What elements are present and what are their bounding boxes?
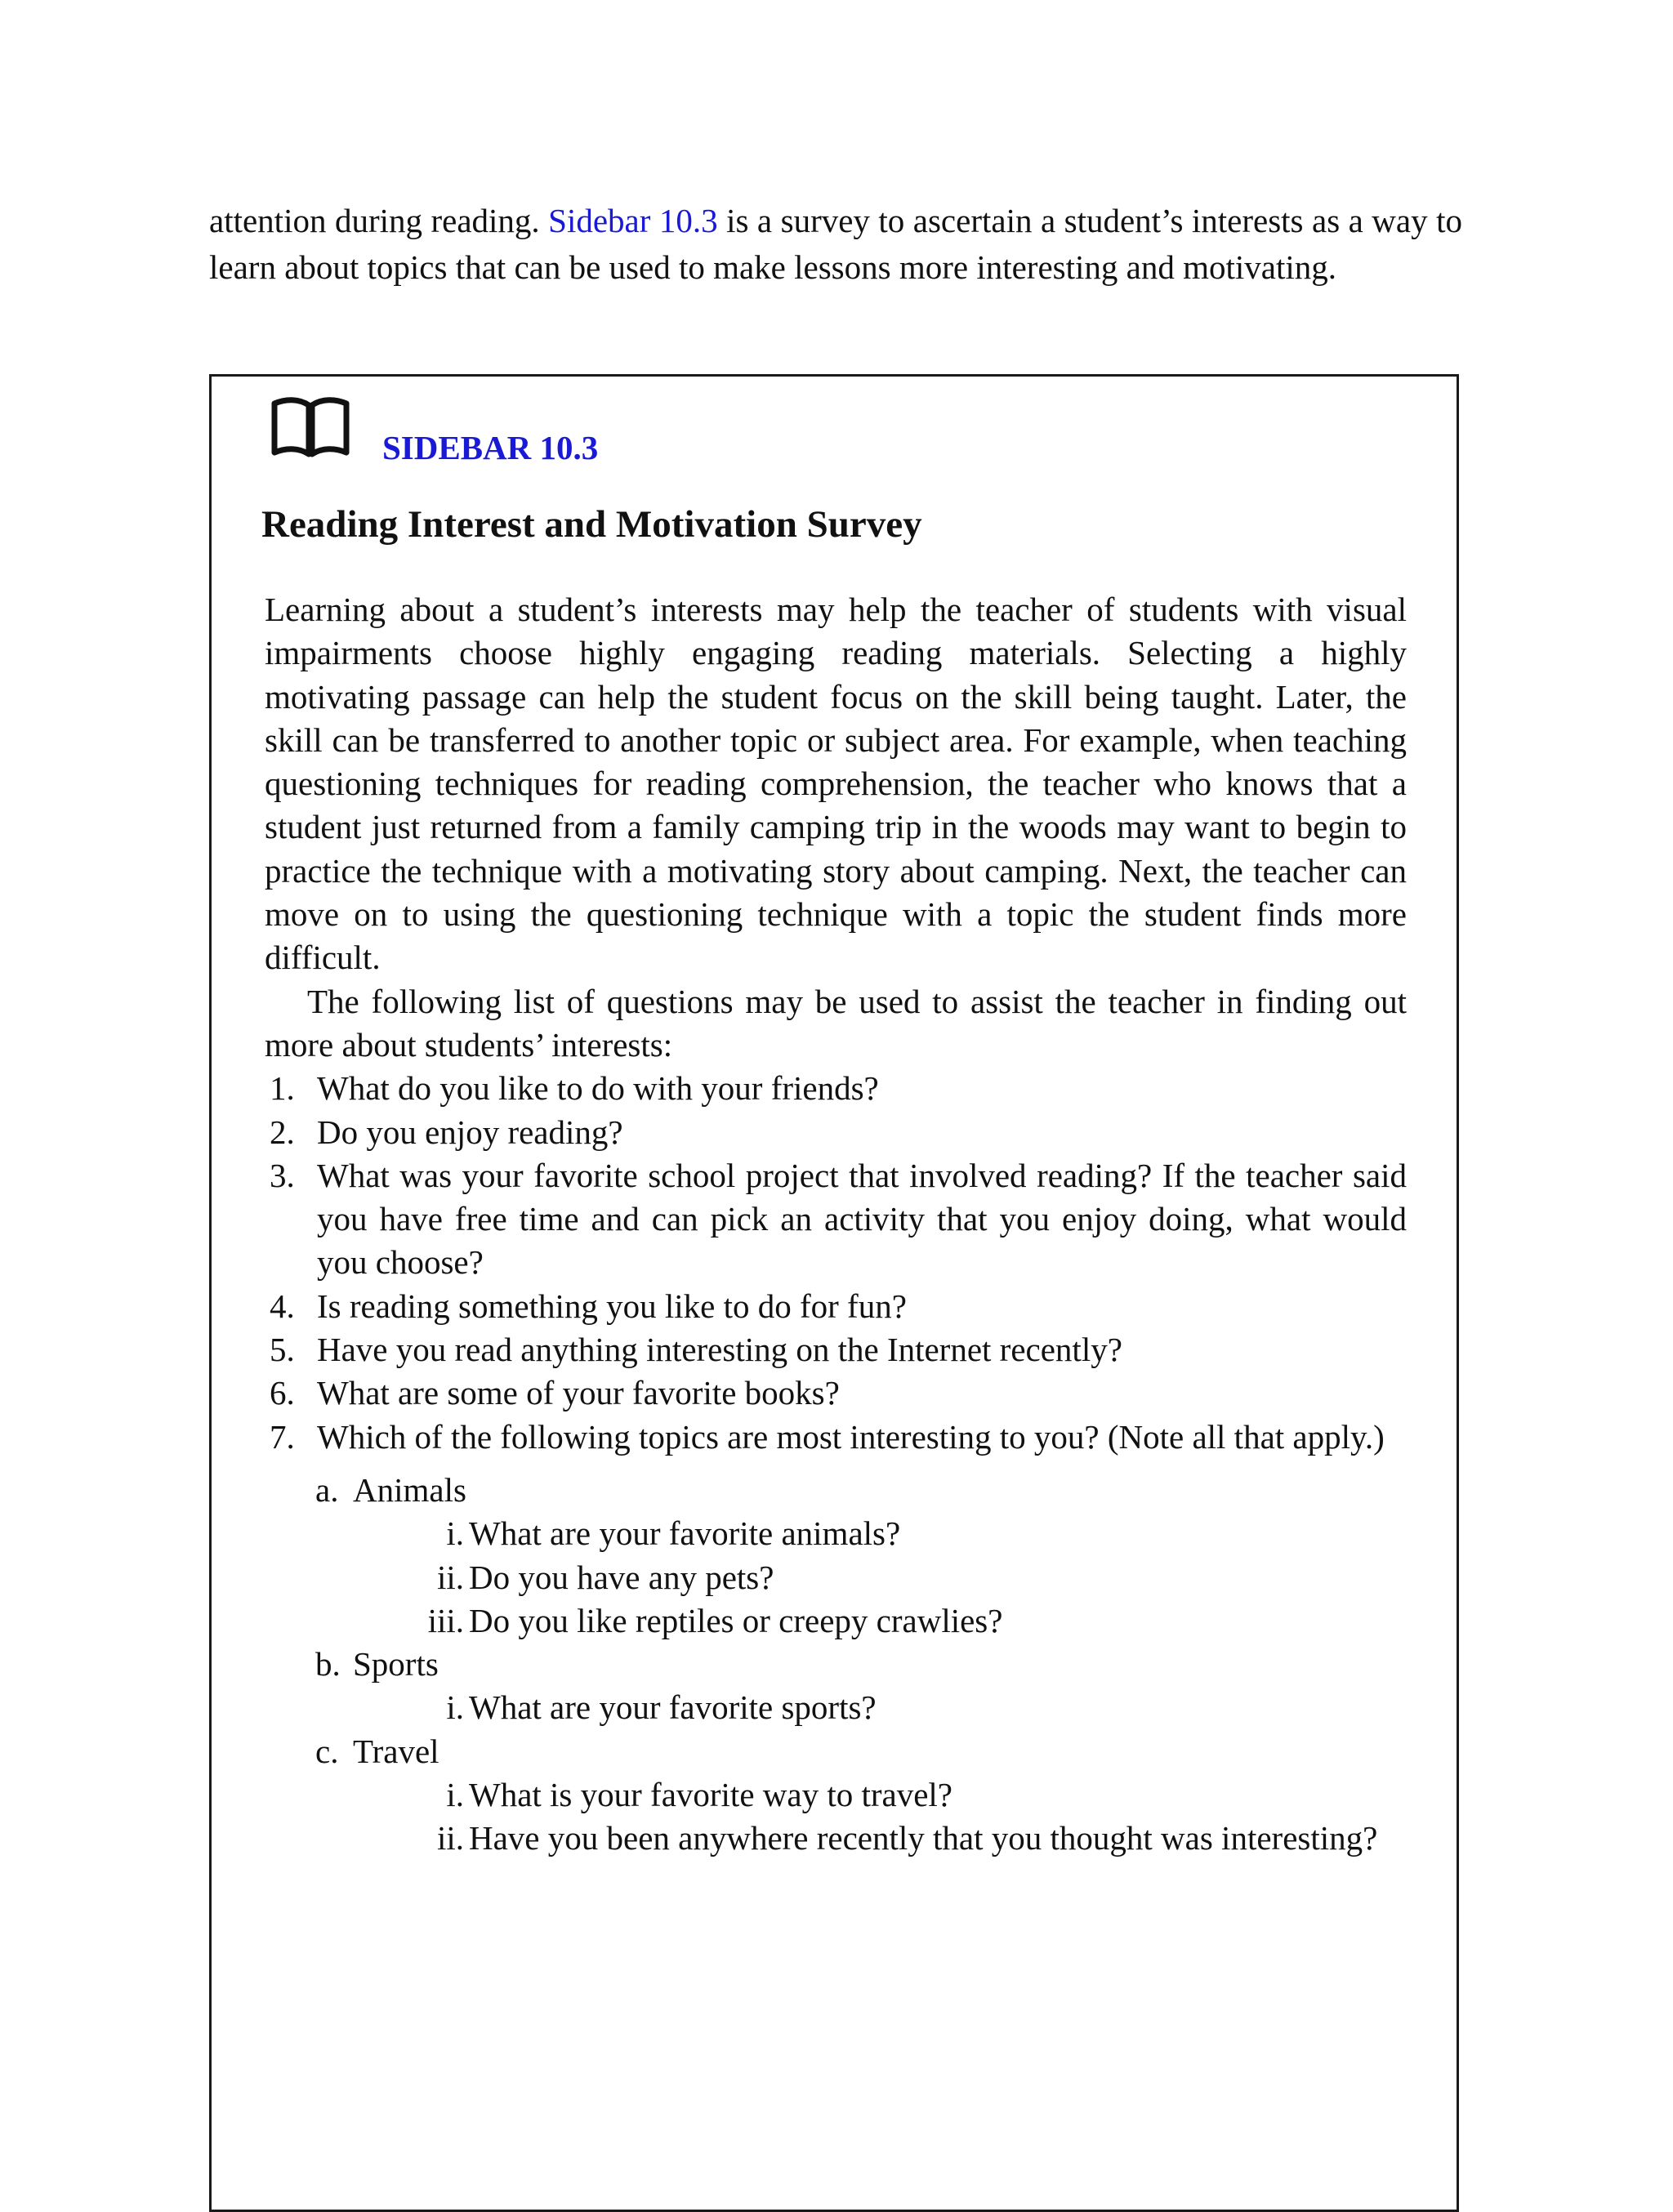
question-text: What do you like to do with your friends? — [317, 1069, 879, 1108]
open-book-icon — [268, 395, 353, 461]
topic-question-item — [265, 1556, 1407, 1599]
topic-list — [265, 1469, 1407, 1861]
list-gap — [265, 1459, 1407, 1469]
topic-name: Travel — [353, 1732, 439, 1770]
question-number: 6. — [270, 1374, 295, 1412]
question-item — [265, 1111, 1407, 1154]
topic-question-item — [265, 1512, 1407, 1555]
topic-letter: b. — [315, 1645, 341, 1684]
topic-question-number: i. — [446, 1514, 464, 1553]
question-number: 2. — [270, 1113, 295, 1151]
topic-question-text: Do you have any pets? — [469, 1558, 774, 1596]
question-number: 5. — [270, 1331, 295, 1369]
question-item — [265, 1285, 1407, 1328]
question-item — [265, 1154, 1407, 1285]
topic-question-text: What are your favorite sports? — [469, 1688, 877, 1727]
sidebar-title: Reading Interest and Motivation Survey — [261, 503, 922, 546]
question-item — [265, 1416, 1407, 1459]
intro-after-link: is a survey to ascertain a student’s interests as a way to learn about topics that can be used to make lessons more interesting and motivating. — [209, 202, 1462, 286]
question-item — [265, 1371, 1407, 1415]
intro-before-link: attention during reading. — [209, 202, 549, 239]
topic-question-text: What is your favorite way to travel? — [469, 1776, 952, 1814]
sidebar-paragraph-1: Learning about a student’s interests may help the teacher of students with visual impairments choose highly engaging reading materials. Selecting a highly motivating passage can help the student focus on the skill being taught. Later, the skill can be transferred to another topic or subject area. For example, when teaching questioning techniques for reading comprehension, the teacher who knows that a student just returned from a family camping trip in the woods may want to begin to practice the technique with a motivating story about camping. Next, the teacher can move on to using the questioning technique with a topic the student finds more difficult. — [265, 591, 1407, 977]
question-number: 1. — [270, 1069, 295, 1108]
topic-question-number: i. — [446, 1776, 464, 1814]
topic-letter: a. — [315, 1470, 339, 1509]
question-list — [265, 1067, 1407, 1459]
topic-item — [265, 1469, 1407, 1643]
topic-question-text: Have you been anywhere recently that you thought was interesting? — [469, 1819, 1378, 1857]
topic-question-item — [265, 1686, 1407, 1729]
topic-question-list — [265, 1773, 1407, 1861]
question-number: 7. — [270, 1417, 295, 1456]
question-text: Do you enjoy reading? — [317, 1113, 623, 1151]
question-item — [265, 1328, 1407, 1371]
question-number: 3. — [270, 1156, 295, 1194]
topic-item — [265, 1643, 1407, 1730]
question-item — [265, 1067, 1407, 1110]
topic-question-item — [265, 1599, 1407, 1643]
topic-letter: c. — [315, 1732, 339, 1770]
topic-question-list — [265, 1512, 1407, 1643]
topic-name: Animals — [353, 1470, 466, 1509]
sidebar-label: SIDEBAR 10.3 — [382, 429, 599, 466]
question-text: Which of the following topics are most interesting to you? (Note all that apply.) — [317, 1417, 1385, 1456]
question-text: Have you read anything interesting on the Internet recently? — [317, 1331, 1122, 1369]
question-text: What was your favorite school project that involved reading? If the teacher said you have free time and can pick an activity that you enjoy doing, what would you choose? — [317, 1156, 1407, 1282]
sidebar-paragraph-2: The following list of questions may be used to assist the teacher in finding out more about students’ interests: — [265, 982, 1407, 1064]
topic-question-text: What are your favorite animals? — [469, 1514, 901, 1553]
question-text: Is reading something you like to do for fun? — [317, 1287, 907, 1325]
topic-question-number: iii. — [427, 1601, 464, 1639]
topic-item — [265, 1730, 1407, 1861]
topic-question-number: i. — [446, 1688, 464, 1727]
topic-question-item — [265, 1773, 1407, 1817]
topic-name: Sports — [353, 1645, 439, 1684]
topic-question-item — [265, 1817, 1407, 1860]
topic-question-number: ii. — [436, 1819, 464, 1857]
intro-paragraph — [209, 198, 1462, 291]
topic-question-text: Do you like reptiles or creepy crawlies? — [469, 1601, 1003, 1639]
topic-question-list — [265, 1686, 1407, 1729]
question-text: What are some of your favorite books? — [317, 1374, 840, 1412]
question-number: 4. — [270, 1287, 295, 1325]
sidebar-reference-link[interactable]: Sidebar 10.3 — [548, 202, 718, 239]
sidebar-body — [265, 588, 1407, 1861]
topic-question-number: ii. — [436, 1558, 464, 1596]
